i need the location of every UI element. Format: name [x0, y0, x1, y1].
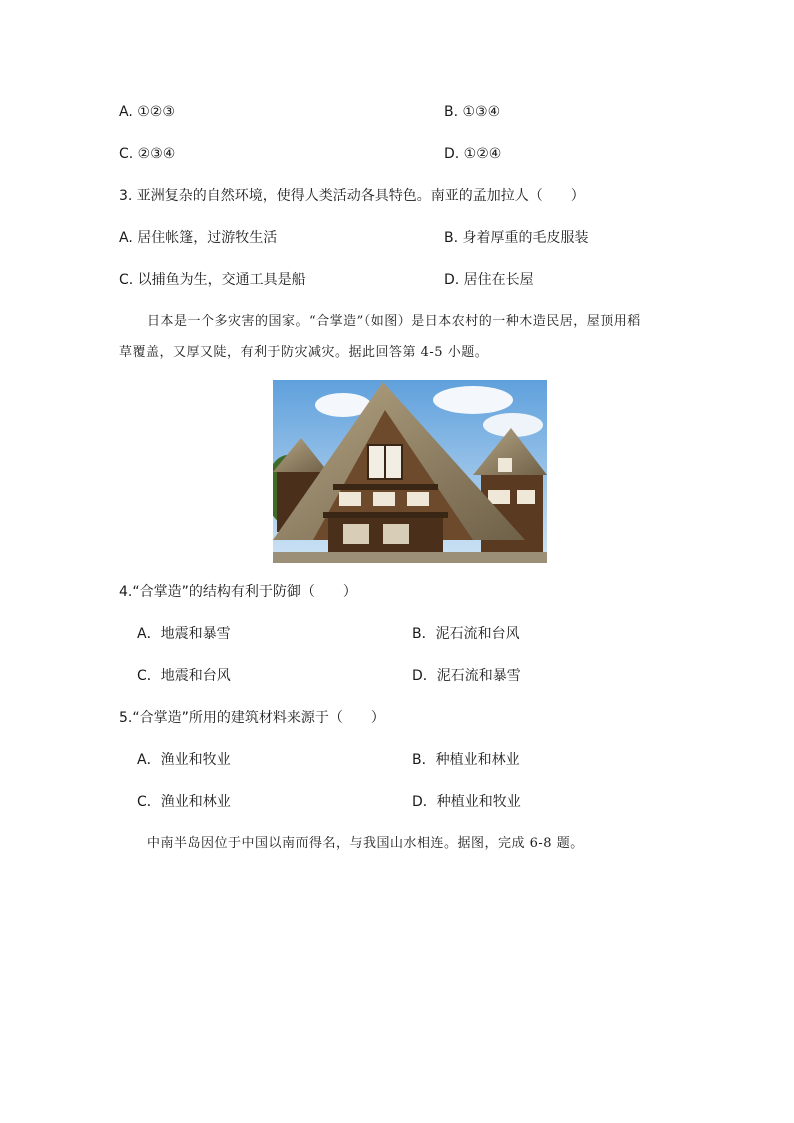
intro-indochina: 中南半岛因位于中国以南而得名，与我国山水相连。据图，完成 6-8 题。	[147, 836, 584, 851]
q4-option-b: B．泥石流和台风	[412, 626, 520, 642]
q4-option-d: D．泥石流和暴雪	[412, 668, 521, 684]
q2-option-a: A. ①②③	[119, 104, 175, 120]
gassho-zukuri-house-photo	[273, 380, 547, 563]
q2-option-d: D. ①②④	[444, 146, 502, 162]
intro-japan-line1: 日本是一个多灾害的国家。“合掌造”（如图）是日本农村的一种木造民居，屋顶用稻	[147, 314, 641, 329]
q3-stem: 3. 亚洲复杂的自然环境，使得人类活动各具特色。南亚的孟加拉人（ ）	[119, 188, 585, 204]
q3-option-a: A. 居住帐篷，过游牧生活	[119, 230, 278, 246]
q2-option-c: C. ②③④	[119, 146, 176, 162]
q5-option-c: C．渔业和林业	[137, 794, 231, 810]
q4-option-c: C．地震和台风	[137, 668, 231, 684]
q3-option-d: D. 居住在长屋	[444, 272, 534, 288]
q5-option-b: B．种植业和林业	[412, 752, 520, 768]
q4-stem: 4.“合掌造”的结构有利于防御（ ）	[119, 584, 357, 600]
intro-japan-line2: 草覆盖，又厚又陡，有利于防灾减灾。据此回答第 4-5 小题。	[119, 345, 489, 360]
q5-option-a: A．渔业和牧业	[137, 752, 231, 768]
q3-option-b: B. 身着厚重的毛皮服装	[444, 230, 589, 246]
q4-option-a: A．地震和暴雪	[137, 626, 231, 642]
q5-stem: 5.“合掌造”所用的建筑材料来源于（ ）	[119, 710, 385, 726]
q3-option-c: C. 以捕鱼为生，交通工具是船	[119, 272, 306, 288]
q2-option-b: B. ①③④	[444, 104, 501, 120]
q5-option-d: D．种植业和牧业	[412, 794, 521, 810]
